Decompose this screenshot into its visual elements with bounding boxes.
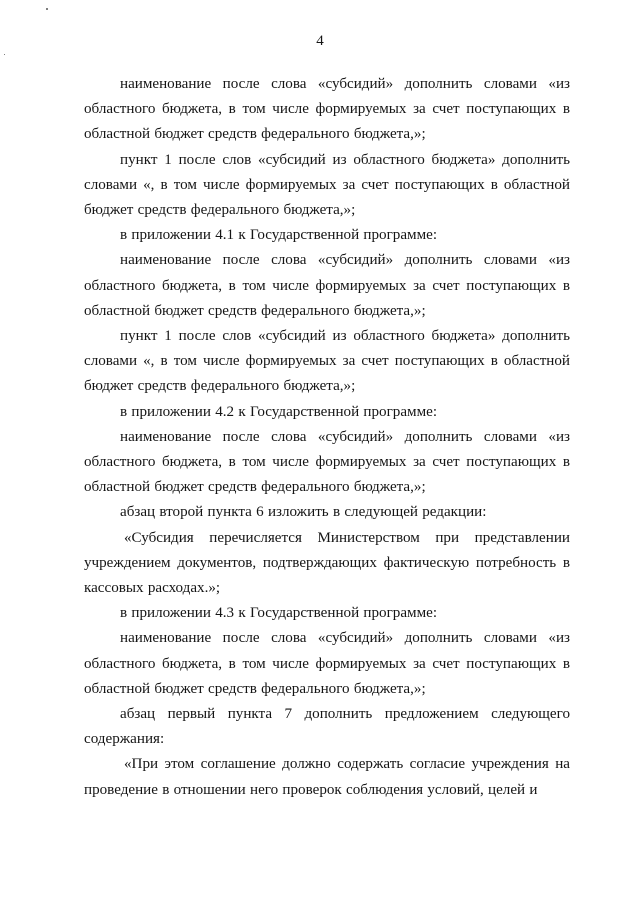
paragraph: пункт 1 после слов «субсидий из областного бюджета» дополнить словами «, в том числе формируемых за счет поступающих в областной бюджет средств федерального бюджета,»; [84,328,570,395]
paragraph: в приложении 4.2 к Государственной программе: [120,403,438,420]
paragraph: «Субсидия перечисляется Министерством при представлении учреждением документов, подтверждающих фактическую потребность в кассовых расходах.»; [84,529,570,597]
scan-speck [4,54,5,55]
paragraph: «При этом соглашение должно содержать согласие учреждения на проведение в отношении него проверок соблюдения условий, целей и [84,756,570,798]
page-number: 4 [316,33,324,49]
paragraph: наименование после слова «субсидий» дополнить словами «из областного бюджета, в том числе формируемых за счет поступающих в областной бюджет средств федерального бюджета,»; [84,252,570,319]
paragraph: абзац второй пункта 6 изложить в следующей редакции: [120,504,487,521]
paragraph: наименование после слова «субсидий» дополнить словами «из областного бюджета, в том числе формируемых за счет поступающих в областной бюджет средств федерального бюджета,»; [84,76,570,143]
paragraph: наименование после слова «субсидий» дополнить словами «из областного бюджета, в том числе формируемых за счет поступающих в областной бюджет средств федерального бюджета,»; [84,428,570,496]
paragraph: наименование после слова «субсидий» дополнить словами «из областного бюджета, в том числе формируемых за счет поступающих в областной бюджет средств федерального бюджета,»; [84,630,570,697]
paragraph: пункт 1 после слов «субсидий из областного бюджета» дополнить словами «, в том числе формируемых за счет поступающих в областной бюджет средств федерального бюджета,»; [84,151,570,219]
paragraph: в приложении 4.1 к Государственной программе: [120,227,438,244]
paragraph: в приложении 4.3 к Государственной программе: [120,605,438,622]
document-body [84,72,570,803]
paragraph: абзац первый пункта 7 дополнить предложением следующего содержания: [84,706,570,748]
scan-speck [46,8,48,10]
